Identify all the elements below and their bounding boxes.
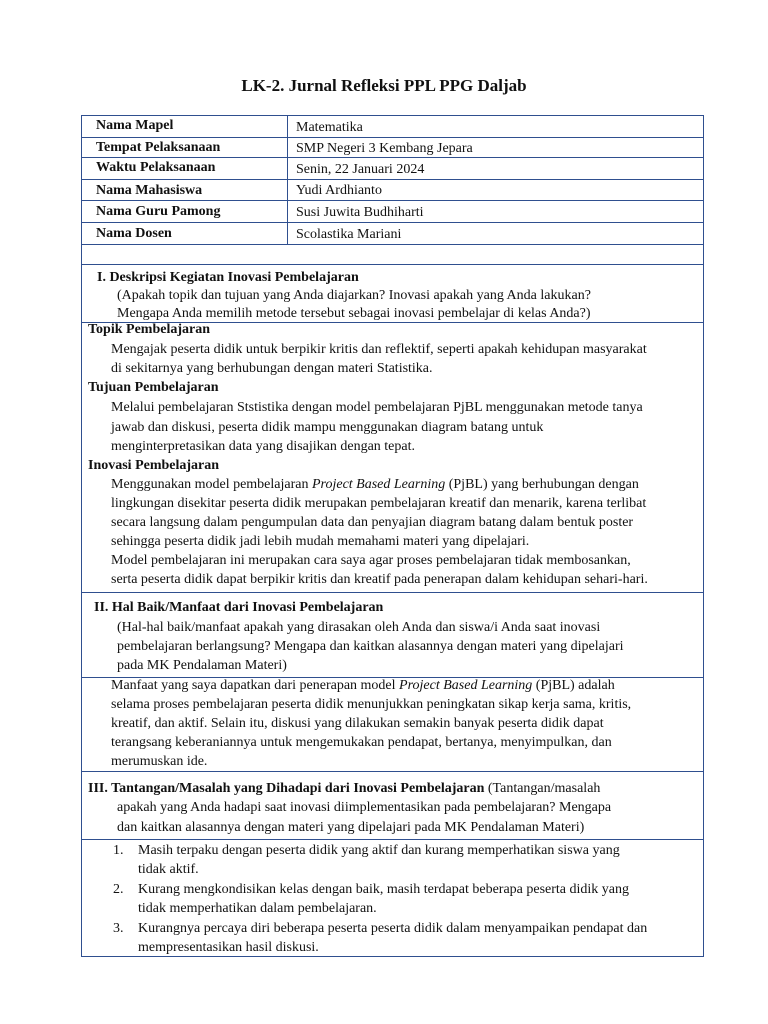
manfaat-line	[111, 676, 615, 695]
list-item-number: 3.	[113, 921, 124, 936]
list-item-line: Masih terpaku dengan peserta didik yang aktif dan kurang memperhatikan siswa yang	[138, 843, 620, 858]
inovasi-heading: Inovasi Pembelajaran	[88, 458, 220, 473]
topik-line: Mengajak peserta didik untuk berpikir kritis dan reflektif, seperti apakah kehidupan masyarakat	[111, 342, 647, 357]
section-1-prompt-line: Mengapa Anda memilih metode tersebut sebagai inovasi pembelajar di kelas Anda?)	[117, 306, 591, 321]
list-item-line: tidak aktif.	[138, 862, 199, 877]
list-item-number: 2.	[113, 882, 124, 897]
section-3-prompt-line: apakah yang Anda hadapi saat inovasi diimplementasikan pada pembelajaran? Mengapa	[117, 800, 612, 815]
list-item-line: mempresentasikan hasil diskusi.	[138, 940, 319, 955]
info-label-mapel: Nama Mapel	[96, 118, 174, 133]
info-label-dosen: Nama Dosen	[96, 226, 172, 241]
column-divider	[287, 115, 288, 245]
section-2-prompt-line: (Hal-hal baik/manfaat apakah yang dirasakan oleh Anda dan siswa/i Anda saat inovasi	[117, 620, 601, 635]
manfaat-line: selama proses pembelajaran peserta didik menunjukkan peningkatan sikap kerja sama, kritis,	[111, 697, 632, 712]
inovasi-model-name: Project Based Learning	[311, 477, 446, 492]
info-value-mahasiswa: Yudi Ardhianto	[296, 183, 382, 198]
manfaat-line: merumuskan ide.	[111, 754, 208, 769]
section-3-heading-note: (Tantangan/masalah	[484, 781, 601, 796]
list-item-line: tidak memperhatikan dalam pembelajaran.	[138, 901, 377, 916]
info-value-guru-pamong: Susi Juwita Budhiharti	[296, 205, 424, 220]
inovasi-line: sehingga peserta didik jadi lebih mudah memahami materi yang dipelajari.	[111, 534, 530, 549]
info-value-tempat: SMP Negeri 3 Kembang Jepara	[296, 141, 473, 156]
tujuan-heading: Tujuan Pembelajaran	[88, 380, 219, 395]
info-label-guru-pamong: Nama Guru Pamong	[96, 204, 221, 219]
row-divider	[81, 200, 704, 201]
section-1-heading: I. Deskripsi Kegiatan Inovasi Pembelajaran	[97, 270, 359, 285]
tujuan-line: Melalui pembelajaran Ststistika dengan model pembelajaran PjBL menggunakan metode tanya	[111, 400, 643, 415]
section-1-prompt-line: (Apakah topik dan tujuan yang Anda diajarkan? Inovasi apakah yang Anda lakukan?	[117, 288, 591, 303]
inovasi-line	[111, 475, 639, 494]
page-title: LK-2. Jurnal Refleksi PPL PPG Daljab	[241, 76, 527, 95]
inovasi-text: (PjBL) yang berhubungan dengan	[445, 477, 639, 492]
row-divider	[81, 179, 704, 180]
info-value-waktu: Senin, 22 Januari 2024	[296, 162, 425, 177]
row-divider	[81, 839, 704, 840]
section-2-heading: II. Hal Baik/Manfaat dari Inovasi Pembelajaran	[94, 600, 384, 615]
info-label-mahasiswa: Nama Mahasiswa	[96, 183, 203, 198]
manfaat-text: (PjBL) adalah	[532, 678, 615, 693]
list-item-line: Kurangnya percaya diri beberapa peserta peserta didik dalam menyampaikan pendapat dan	[138, 921, 648, 936]
inovasi-text: Menggunakan model pembelajaran	[111, 477, 312, 492]
inovasi-line: serta peserta didik dapat berpikir kritis dan kreatif pada penerapan dalam kehidupan sehari-hari.	[111, 572, 648, 587]
section-2-prompt-line: pada MK Pendalaman Materi)	[117, 658, 287, 673]
inovasi-line: secara langsung dalam pengumpulan data dan penyajian diagram batang dalam bentuk poster	[111, 515, 634, 530]
list-item-number: 1.	[113, 843, 124, 858]
inovasi-line: lingkungan disekitar peserta didik merupakan pembelajaran kreatif dan menarik, karena terlibat	[111, 496, 647, 511]
topik-line: di sekitarnya yang berhubungan dengan materi Statistika.	[111, 361, 433, 376]
row-divider	[81, 771, 704, 772]
row-divider	[81, 592, 704, 593]
inovasi-line: Model pembelajaran ini merupakan cara saya agar proses pembelajaran tidak membosankan,	[111, 553, 631, 568]
section-3-prompt-line: dan kaitkan alasannya dengan materi yang dipelajari pada MK Pendalaman Materi)	[117, 820, 585, 835]
tujuan-line: menginterpretasikan data yang disajikan dengan tepat.	[111, 439, 416, 454]
section-3-heading: III. Tantangan/Masalah yang Dihadapi dari Inovasi Pembelajaran	[88, 781, 485, 796]
info-label-tempat: Tempat Pelaksanaan	[96, 140, 221, 155]
section-3-heading-line	[88, 779, 600, 798]
list-item-line: Kurang mengkondisikan kelas dengan baik, masih terdapat beberapa peserta didik yang	[138, 882, 630, 897]
row-divider	[81, 222, 704, 223]
info-label-waktu: Waktu Pelaksanaan	[96, 160, 216, 175]
row-divider	[81, 264, 704, 265]
info-value-mapel: Matematika	[296, 120, 363, 135]
manfaat-line: kreatif, dan aktif. Selain itu, diskusi yang dilakukan semakin banyak peserta didik dapat	[111, 716, 604, 731]
manfaat-model-name: Project Based Learning	[399, 678, 533, 693]
row-divider	[81, 244, 704, 245]
tujuan-line: jawab dan diskusi, peserta didik mampu menggunakan diagram batang untuk	[111, 420, 544, 435]
topik-heading: Topik Pembelajaran	[88, 322, 210, 337]
section-2-prompt-line: pembelajaran berlangsung? Mengapa dan kaitkan alasannya dengan materi yang dipelajari	[117, 639, 624, 654]
manfaat-line: terangsang keberaniannya untuk mengemukakan pendapat, bertanya, menyimpulkan, dan	[111, 735, 612, 750]
manfaat-text: Manfaat yang saya dapatkan dari penerapan model	[111, 678, 400, 693]
info-value-dosen: Scolastika Mariani	[296, 227, 402, 242]
